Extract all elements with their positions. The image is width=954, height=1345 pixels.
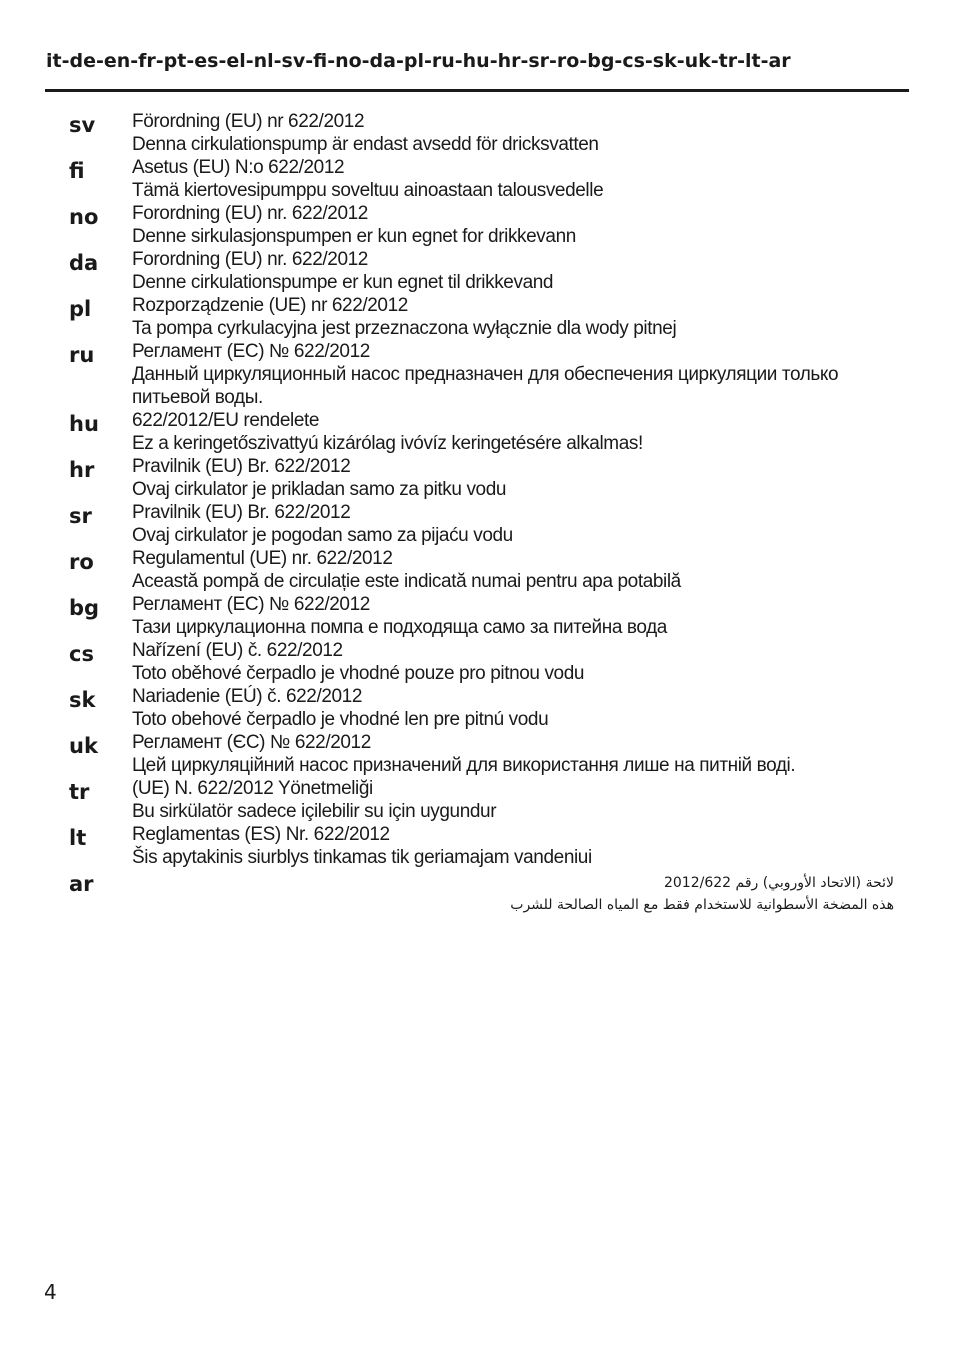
entry-text	[132, 455, 862, 501]
language-code: cs	[69, 642, 94, 666]
statement-line: هذه المضخة الأسطوانية للاستخدام فقط مع المياه الصالحة للشرب	[510, 897, 894, 913]
language-codes-header: it-de-en-fr-pt-es-el-nl-sv-fi-no-da-pl-ru-hu-hr-sr-ro-bg-cs-sk-uk-tr-lt-ar	[46, 50, 791, 72]
entry-pl	[0, 294, 954, 340]
statement-line: Această pompă de circulație este indicată numai pentru apa potabilă	[132, 571, 681, 592]
entry-hu	[0, 409, 954, 455]
entry-no	[0, 202, 954, 248]
entry-text	[132, 340, 862, 409]
language-code: uk	[69, 734, 98, 758]
regulation-line: Nariadenie (EÚ) č. 622/2012	[132, 686, 363, 707]
language-code: ar	[69, 872, 94, 896]
header-divider	[45, 89, 909, 92]
entry-text	[132, 409, 862, 455]
entry-text	[132, 823, 862, 869]
language-code: bg	[69, 596, 100, 620]
regulation-line: Rozporządzenie (UE) nr 622/2012	[132, 295, 408, 316]
entry-sk	[0, 685, 954, 731]
statement-line: Šis apytakinis siurblys tinkamas tik geriamajam vandeniui	[132, 847, 592, 868]
language-code: sr	[69, 504, 92, 528]
language-code: tr	[69, 780, 90, 804]
entry-ar	[0, 869, 954, 916]
regulation-line: Pravilnik (EU) Br. 622/2012	[132, 456, 351, 477]
entry-cs	[0, 639, 954, 685]
language-code: ru	[69, 343, 95, 367]
statement-line: Bu sirkülatör sadece içilebilir su için uygundur	[132, 801, 497, 822]
regulation-line: Forordning (EU) nr. 622/2012	[132, 203, 368, 224]
entry-bg	[0, 593, 954, 639]
entry-text	[132, 593, 862, 639]
statement-line: Ez a keringetőszivattyú kizárólag ivóvíz keringetésére alkalmas!	[132, 433, 643, 454]
page-number: 4	[44, 1280, 57, 1304]
entry-text	[132, 639, 862, 685]
regulation-line: Регламент (ЄС) № 622/2012	[132, 732, 371, 753]
entry-lt	[0, 823, 954, 869]
regulation-list	[0, 110, 954, 916]
regulation-line: Nařízení (EU) č. 622/2012	[132, 640, 343, 661]
language-code: pl	[69, 297, 92, 321]
entry-sv	[0, 110, 954, 156]
entry-text	[132, 547, 862, 593]
language-code: lt	[69, 826, 87, 850]
language-code: hu	[69, 412, 99, 436]
statement-line: Denne sirkulasjonspumpen er kun egnet for drikkevann	[132, 226, 576, 247]
statement-line: Denna cirkulationspump är endast avsedd för dricksvatten	[132, 134, 599, 155]
entry-da	[0, 248, 954, 294]
statement-line: Tämä kiertovesipumppu soveltuu ainoastaan talousvedelle	[132, 180, 604, 201]
entry-text	[132, 685, 862, 731]
entry-text	[132, 501, 862, 547]
statement-line: Ovaj cirkulator je pogodan samo za pijaću vodu	[132, 525, 513, 546]
regulation-line: Регламент (ЕС) № 622/2012	[132, 341, 370, 362]
entry-text	[132, 248, 862, 294]
language-code: hr	[69, 458, 95, 482]
regulation-line: Reglamentas (ES) Nr. 622/2012	[132, 824, 390, 845]
regulation-line: Regulamentul (UE) nr. 622/2012	[132, 548, 393, 569]
regulation-line: لائحة (الاتحاد الأوروبي) رقم 2012/622	[663, 875, 894, 891]
entry-text	[132, 156, 862, 202]
entry-text	[132, 110, 862, 156]
regulation-line: 622/2012/EU rendelete	[132, 410, 320, 431]
entry-text	[132, 731, 862, 777]
entry-text	[132, 202, 862, 248]
entry-tr	[0, 777, 954, 823]
statement-line: Denne cirkulationspumpe er kun egnet til drikkevand	[132, 272, 554, 293]
regulation-line: Asetus (EU) N:o 622/2012	[132, 157, 345, 178]
entry-sr	[0, 501, 954, 547]
entry-text	[132, 777, 862, 823]
regulation-line: Регламент (ЕС) № 622/2012	[132, 594, 370, 615]
statement-line: Данный циркуляционный насос предназначен для обеспечения циркуляции только питьевой воды.	[132, 364, 839, 408]
regulation-line: (UE) N. 622/2012 Yönetmeliği	[132, 778, 373, 799]
entry-text	[132, 869, 894, 916]
language-code: ro	[69, 550, 94, 574]
entry-fi	[0, 156, 954, 202]
regulation-line: Forordning (EU) nr. 622/2012	[132, 249, 368, 270]
statement-line: Тази циркулационна помпа е подходяща само за питейна вода	[132, 617, 667, 638]
statement-line: Цей циркуляційний насос призначений для використання лише на питній воді.	[132, 755, 796, 776]
entry-hr	[0, 455, 954, 501]
statement-line: Toto obehové čerpadlo je vhodné len pre pitnú vodu	[132, 709, 549, 730]
statement-line: Toto oběhové čerpadlo je vhodné pouze pro pitnou vodu	[132, 663, 585, 684]
language-code: da	[69, 251, 99, 275]
entry-uk	[0, 731, 954, 777]
language-code: fi	[69, 159, 85, 183]
regulation-line: Pravilnik (EU) Br. 622/2012	[132, 502, 351, 523]
entry-text	[132, 294, 862, 340]
entry-ro	[0, 547, 954, 593]
regulation-line: Förordning (EU) nr 622/2012	[132, 111, 365, 132]
statement-line: Ovaj cirkulator je prikladan samo za pitku vodu	[132, 479, 507, 500]
statement-line: Ta pompa cyrkulacyjna jest przeznaczona wyłącznie dla wody pitnej	[132, 318, 677, 339]
language-code: no	[69, 205, 99, 229]
language-code: sk	[69, 688, 96, 712]
language-code: sv	[69, 113, 96, 137]
entry-ru	[0, 340, 954, 409]
